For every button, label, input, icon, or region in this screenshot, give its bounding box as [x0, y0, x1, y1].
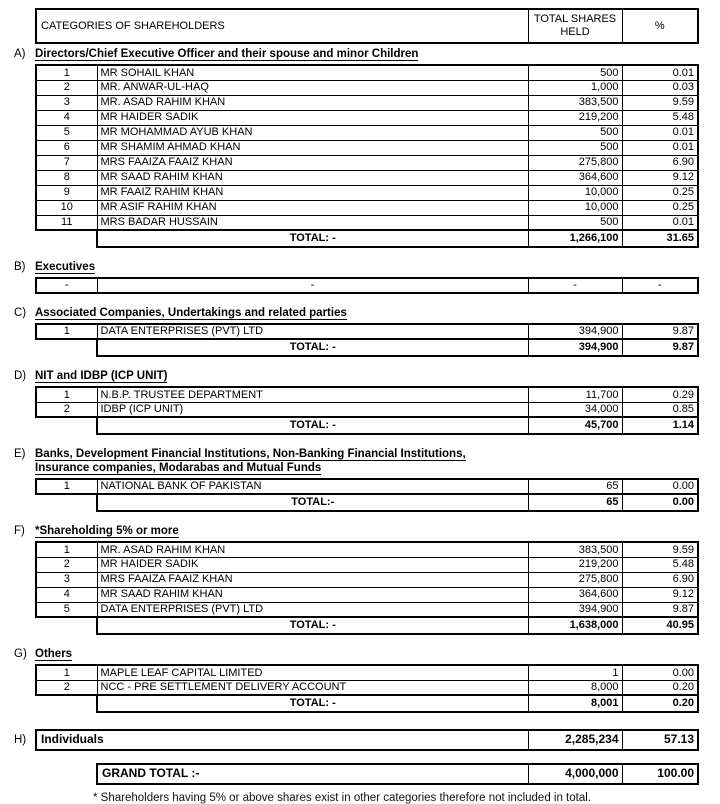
section-letter: G): [14, 648, 27, 660]
total-row: [97, 695, 698, 712]
section-total-table: [96, 229, 699, 248]
shareholder-name-cell: MR SAAD RAHIM KHAN: [97, 587, 528, 602]
section-letter: F): [14, 525, 25, 537]
percent-cell: 0.85: [622, 402, 698, 417]
table-row: [36, 215, 698, 230]
section: [14, 307, 720, 357]
percent-cell: 0.01: [622, 65, 698, 80]
percent-cell: 0.25: [622, 185, 698, 200]
section-heading: [14, 525, 720, 539]
shares-cell: 394,900: [528, 602, 622, 617]
total-row: [97, 230, 698, 247]
row-number-cell: 1: [36, 387, 97, 402]
percent-cell: 0.01: [622, 125, 698, 140]
section-title: [35, 48, 418, 62]
shares-cell: 10,000: [528, 185, 622, 200]
table-row: [36, 170, 698, 185]
total-percent-cell: 1.14: [622, 417, 698, 434]
shareholder-name-cell: MR HAIDER SADIK: [97, 557, 528, 572]
percent-cell: 9.87: [622, 324, 698, 339]
section-total-table: [96, 416, 699, 435]
percent-cell: -: [622, 278, 698, 293]
shares-cell: 275,800: [528, 155, 622, 170]
table-row: [36, 185, 698, 200]
shareholder-name-cell: MR FAAIZ RAHIM KHAN: [97, 185, 528, 200]
section-title-line: NIT and IDBP (ICP UNIT): [35, 370, 168, 382]
section-table: [35, 386, 699, 418]
shareholder-name-cell: MR SAAD RAHIM KHAN: [97, 170, 528, 185]
shares-cell: 383,500: [528, 542, 622, 557]
section: [14, 48, 720, 248]
section-title-line: Insurance companies, Modarabas and Mutual Funds: [35, 462, 322, 474]
section-title: [35, 448, 466, 476]
table-row: [36, 95, 698, 110]
row-number-cell: 3: [36, 572, 97, 587]
section-total-table: [96, 694, 699, 713]
percent-cell: 57.13: [622, 730, 698, 750]
row-number-cell: 1: [36, 479, 97, 494]
total-percent-cell: 40.95: [622, 617, 698, 634]
shareholder-name-cell: MAPLE LEAF CAPITAL LIMITED: [97, 665, 528, 680]
table-row: [36, 324, 698, 339]
shares-cell: 11,700: [528, 387, 622, 402]
section-title: [35, 648, 72, 662]
row-number-cell: 2: [36, 402, 97, 417]
percent-cell: 0.25: [622, 200, 698, 215]
shares-cell: 394,900: [528, 324, 622, 339]
shareholder-name-cell: MRS FAAIZA FAAIZ KHAN: [97, 572, 528, 587]
table-row: [36, 278, 698, 293]
shares-cell: 500: [528, 215, 622, 230]
table-row: [36, 479, 698, 494]
total-row: [97, 339, 698, 356]
row-number-cell: 5: [36, 602, 97, 617]
shares-cell: 8,000: [528, 680, 622, 695]
percent-cell: 0.00: [622, 665, 698, 680]
table-row: [36, 680, 698, 695]
section-total-table: [96, 338, 699, 357]
shares-cell: 500: [528, 65, 622, 80]
section-total-table: [96, 616, 699, 635]
shares-cell: 1,000: [528, 80, 622, 95]
shares-cell: 275,800: [528, 572, 622, 587]
table-row: [36, 402, 698, 417]
section: [14, 648, 720, 713]
row-number-cell: 10: [36, 200, 97, 215]
percent-cell: 9.12: [622, 587, 698, 602]
row-number-cell: 2: [36, 80, 97, 95]
section-total-table: [96, 493, 699, 512]
percent-cell: 9.59: [622, 95, 698, 110]
total-shares-cell: 1,266,100: [528, 230, 622, 247]
grand-total-label-cell: GRAND TOTAL :-: [97, 764, 528, 784]
shareholder-name-cell: MR ASIF RAHIM KHAN: [97, 200, 528, 215]
percent-cell: 9.12: [622, 170, 698, 185]
table-row: [36, 140, 698, 155]
section-table: [35, 277, 699, 294]
total-shares-cell: 394,900: [528, 339, 622, 356]
row-number-cell: 1: [36, 65, 97, 80]
percent-cell: 0.01: [622, 215, 698, 230]
row-number-cell: 6: [36, 140, 97, 155]
row-number-cell: 4: [36, 587, 97, 602]
row-number-cell: 7: [36, 155, 97, 170]
percent-cell: 5.48: [622, 557, 698, 572]
individuals-label-cell: Individuals: [36, 730, 528, 750]
shareholder-name-cell: DATA ENTERPRISES (PVT) LTD: [97, 324, 528, 339]
total-shares-header-cell: TOTAL SHARES HELD: [528, 9, 622, 43]
section-heading: [14, 307, 720, 321]
shareholder-name-cell: -: [97, 278, 528, 293]
individuals-row: [36, 730, 698, 750]
total-label-cell: TOTAL: -: [97, 417, 528, 434]
table-row: [36, 200, 698, 215]
table-row: [36, 125, 698, 140]
total-shares-cell: 8,001: [528, 695, 622, 712]
total-row: [97, 417, 698, 434]
shares-cell: 219,200: [528, 110, 622, 125]
section-title-line: Executives: [35, 261, 96, 273]
total-label-cell: TOTAL: -: [97, 230, 528, 247]
shares-cell: 65: [528, 479, 622, 494]
individuals-table: [35, 729, 699, 751]
section: [14, 525, 720, 635]
table-row: [36, 572, 698, 587]
section-title: [35, 370, 167, 384]
total-label-cell: TOTAL: -: [97, 339, 528, 356]
shares-cell: 219,200: [528, 557, 622, 572]
table-row: [36, 65, 698, 80]
table-row: [36, 80, 698, 95]
section-letter: A): [14, 48, 26, 60]
percent-cell: 0.01: [622, 140, 698, 155]
percent-cell: 9.59: [622, 542, 698, 557]
shares-cell: -: [528, 278, 622, 293]
shareholder-name-cell: NCC - PRE SETTLEMENT DELIVERY ACCOUNT: [97, 680, 528, 695]
total-percent-cell: 0.20: [622, 695, 698, 712]
column-header-row: [36, 9, 698, 43]
section-title-line: Banks, Development Financial Institutions, Non-Banking Financial Institutions,: [35, 448, 466, 460]
row-number-cell: 2: [36, 680, 97, 695]
shares-cell: 500: [528, 140, 622, 155]
percent-cell: 5.48: [622, 110, 698, 125]
shareholder-name-cell: MRS BADAR HUSSAIN: [97, 215, 528, 230]
shareholder-name-cell: MR MOHAMMAD AYUB KHAN: [97, 125, 528, 140]
section-title: [35, 525, 179, 539]
grand-total-row: [97, 764, 698, 784]
section-table: [35, 64, 699, 231]
section-title: [35, 261, 95, 275]
row-number-cell: 2: [36, 557, 97, 572]
shareholder-name-cell: MR. ASAD RAHIM KHAN: [97, 542, 528, 557]
section-table: [35, 541, 699, 618]
table-row: [36, 665, 698, 680]
table-row: [36, 602, 698, 617]
total-shares-cell: 1,638,000: [528, 617, 622, 634]
table-row: [36, 155, 698, 170]
shares-cell: 364,600: [528, 170, 622, 185]
section-title-line: Directors/Chief Executive Officer and their spouse and minor Children: [35, 48, 419, 60]
sections-container: [14, 48, 720, 713]
percent-cell: 9.87: [622, 602, 698, 617]
shares-cell: 500: [528, 125, 622, 140]
section-title: [35, 307, 347, 321]
total-percent-cell: 9.87: [622, 339, 698, 356]
section-letter: D): [14, 370, 27, 382]
section-letter: E): [14, 448, 26, 460]
section: [14, 370, 720, 435]
row-number-cell: 8: [36, 170, 97, 185]
shares-cell: 2,285,234: [528, 730, 622, 750]
section-letter: H): [14, 734, 27, 746]
row-number-cell: 4: [36, 110, 97, 125]
column-header-table: [35, 8, 699, 44]
section-table: [35, 664, 699, 696]
section-heading: [14, 648, 720, 662]
total-row: [97, 494, 698, 511]
total-label-cell: TOTAL:-: [97, 494, 528, 511]
footnote-text: * Shareholders having 5% or above shares exist in other categories therefore not included in total.: [93, 792, 591, 804]
row-number-cell: -: [36, 278, 97, 293]
total-row: [97, 617, 698, 634]
total-percent-cell: 31.65: [622, 230, 698, 247]
grand-total-table: [96, 763, 699, 785]
percent-cell: 6.90: [622, 155, 698, 170]
shares-cell: 34,000: [528, 402, 622, 417]
shareholder-name-cell: MR SOHAIL KHAN: [97, 65, 528, 80]
table-row: [36, 587, 698, 602]
total-label-cell: TOTAL: -: [97, 695, 528, 712]
row-number-cell: 1: [36, 542, 97, 557]
table-row: [36, 542, 698, 557]
shareholder-name-cell: N.B.P. TRUSTEE DEPARTMENT: [97, 387, 528, 402]
shareholder-name-cell: MR. ASAD RAHIM KHAN: [97, 95, 528, 110]
percent-cell: 0.00: [622, 479, 698, 494]
shareholder-name-cell: MR SHAMIM AHMAD KHAN: [97, 140, 528, 155]
shareholder-name-cell: MR. ANWAR-UL-HAQ: [97, 80, 528, 95]
section: [14, 448, 720, 512]
section-heading: [14, 448, 720, 476]
percent-cell: 6.90: [622, 572, 698, 587]
shareholder-name-cell: MR HAIDER SADIK: [97, 110, 528, 125]
total-percent-cell: 0.00: [622, 494, 698, 511]
shareholder-name-cell: NATIONAL BANK OF PAKISTAN: [97, 479, 528, 494]
row-number-cell: 11: [36, 215, 97, 230]
shareholder-name-cell: DATA ENTERPRISES (PVT) LTD: [97, 602, 528, 617]
percent-cell: 0.03: [622, 80, 698, 95]
section-letter: C): [14, 307, 27, 319]
shareholder-name-cell: MRS FAAIZA FAAIZ KHAN: [97, 155, 528, 170]
section-title-line: *Shareholding 5% or more: [35, 525, 179, 537]
table-row: [36, 557, 698, 572]
shareholder-name-cell: IDBP (ICP UNIT): [97, 402, 528, 417]
table-row: [36, 387, 698, 402]
table-row: [36, 110, 698, 125]
total-shares-cell: 45,700: [528, 417, 622, 434]
row-number-cell: 3: [36, 95, 97, 110]
shares-cell: 4,000,000: [528, 764, 622, 784]
shares-cell: 364,600: [528, 587, 622, 602]
section-heading: [14, 370, 720, 384]
percent-cell: 0.20: [622, 680, 698, 695]
total-label-cell: TOTAL: -: [97, 617, 528, 634]
section-heading: [14, 261, 720, 275]
section-heading: [14, 48, 720, 62]
total-shares-cell: 65: [528, 494, 622, 511]
row-number-cell: 5: [36, 125, 97, 140]
row-number-cell: 1: [36, 665, 97, 680]
shares-cell: 383,500: [528, 95, 622, 110]
section-title-line: Associated Companies, Undertakings and related parties: [35, 307, 347, 319]
section-letter: B): [14, 261, 26, 273]
row-number-cell: 9: [36, 185, 97, 200]
row-number-cell: 1: [36, 324, 97, 339]
percent-header-cell: %: [622, 9, 698, 43]
individuals-section: [14, 729, 720, 751]
percent-cell: 0.29: [622, 387, 698, 402]
percent-cell: 100.00: [622, 764, 698, 784]
shares-cell: 10,000: [528, 200, 622, 215]
section-title-line: Others: [35, 648, 73, 660]
section: [14, 261, 720, 294]
categories-header-cell: CATEGORIES OF SHAREHOLDERS: [36, 9, 528, 43]
shares-cell: 1: [528, 665, 622, 680]
